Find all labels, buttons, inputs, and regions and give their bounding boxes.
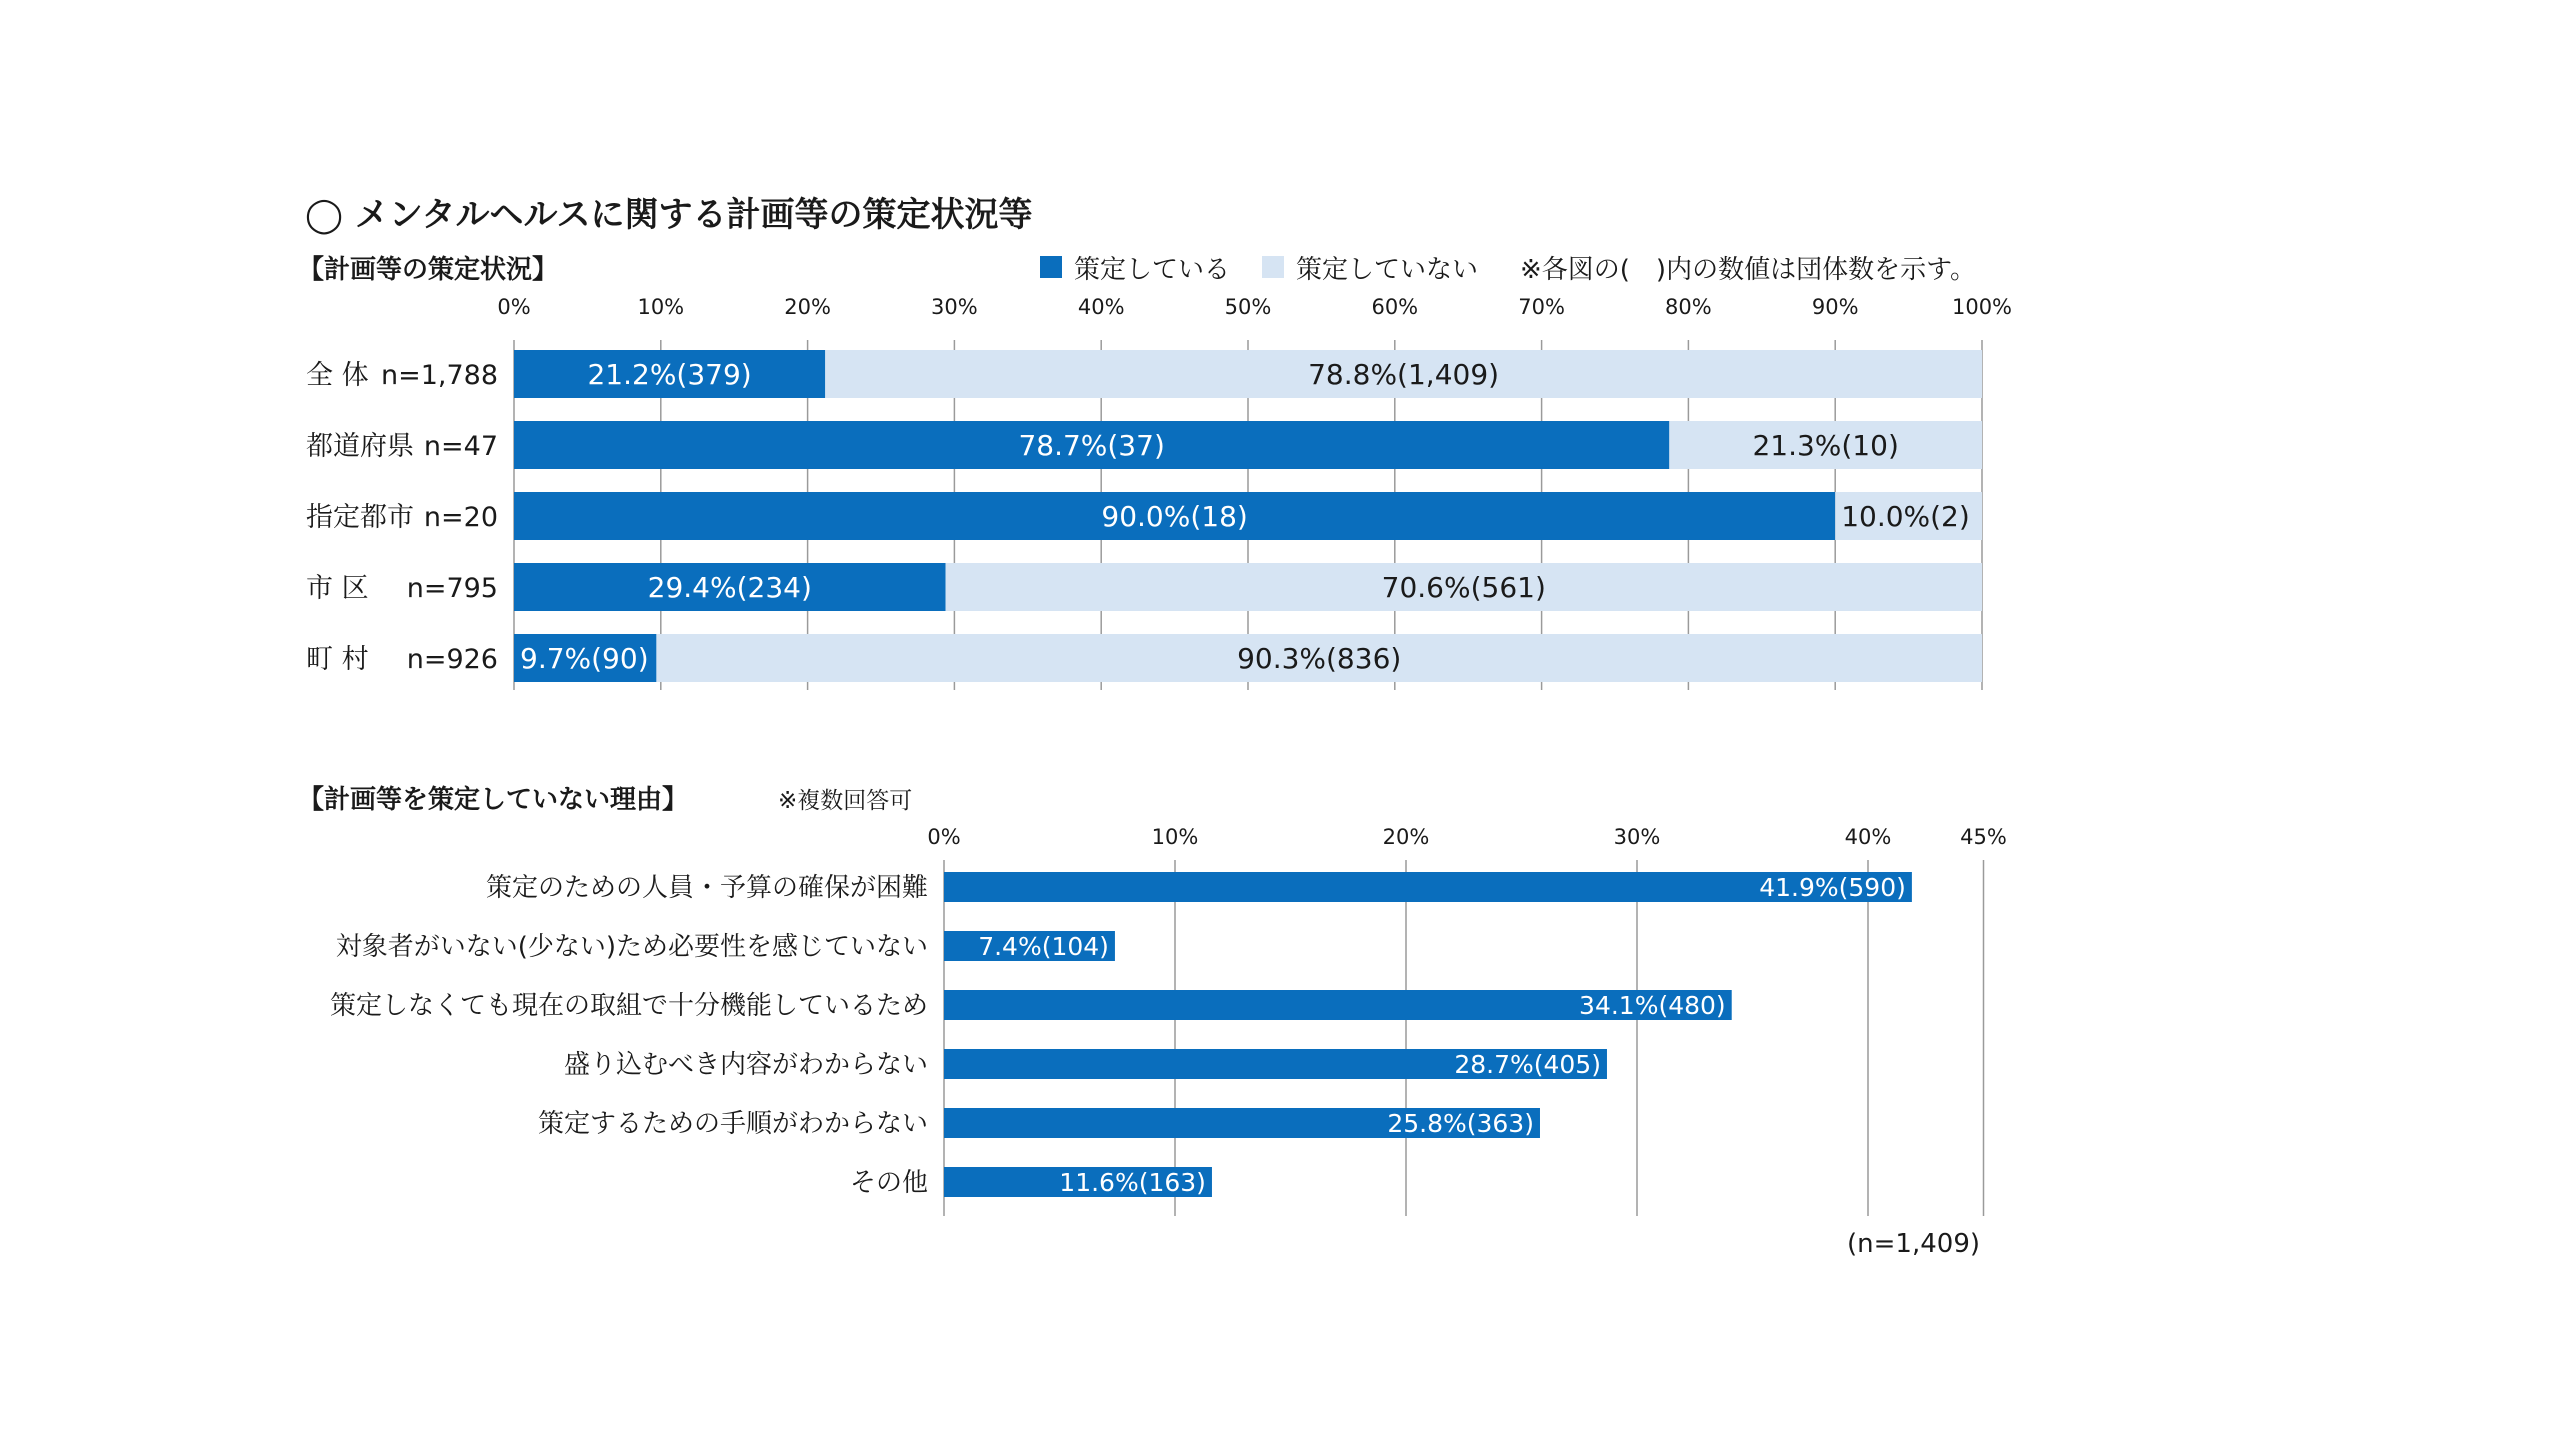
x-tick-label: 45% — [1960, 825, 2007, 849]
main-title: ◯ メンタルヘルスに関する計画等の策定状況等 — [305, 195, 1033, 235]
reason-label: 盛り込むべき内容がわからない — [563, 1050, 928, 1080]
reason-value-label: 25.8%(363) — [1387, 1109, 1534, 1138]
x-tick-label: 100% — [1951, 295, 2013, 319]
category-n-label: n=795 — [406, 573, 498, 604]
reason-value-label: 28.7%(405) — [1454, 1050, 1601, 1079]
bar-value-label: 10.0%(2) — [1841, 500, 1970, 533]
status-chart-title: 【計画等の策定状況】 — [298, 255, 559, 285]
category-n-label: n=926 — [406, 644, 498, 675]
bar-value-label: 21.3%(10) — [1752, 429, 1899, 462]
bar-value-label: 29.4%(234) — [647, 571, 812, 604]
legend-label-2: 策定していない — [1296, 255, 1479, 285]
x-tick-label: 10% — [1151, 825, 1199, 849]
bar-value-label: 21.2%(379) — [587, 358, 752, 391]
x-tick-label: 20% — [784, 295, 831, 319]
x-tick-label: 40% — [1844, 825, 1892, 849]
category-label: 全 体 — [306, 360, 369, 391]
status-chart-legend — [1040, 255, 1478, 285]
status-chart — [298, 254, 2012, 690]
reasons-chart-note: ※複数回答可 — [778, 788, 913, 814]
reason-label: 策定しなくても現在の取組で十分機能しているため — [329, 991, 928, 1021]
category-label: 町 村 — [306, 644, 369, 675]
x-tick-label: 20% — [1382, 825, 1430, 849]
bar-value-label: 90.0%(18) — [1101, 500, 1248, 533]
reason-value-label: 7.4%(104) — [978, 932, 1109, 961]
x-tick-label: 30% — [931, 295, 978, 319]
x-tick-label: 0% — [497, 295, 531, 319]
category-label: 都道府県 — [306, 431, 414, 462]
reason-value-label: 34.1%(480) — [1579, 991, 1726, 1020]
legend-swatch-1 — [1040, 256, 1062, 278]
x-tick-label: 30% — [1613, 825, 1661, 849]
legend-label-1: 策定している — [1074, 255, 1231, 285]
x-tick-label: 40% — [1077, 295, 1125, 319]
status-chart-note: ※各図の( )内の数値は団体数を示す。 — [1520, 255, 1976, 285]
bar-value-label: 9.7%(90) — [520, 642, 649, 675]
x-tick-label: 60% — [1371, 295, 1419, 319]
reason-value-label: 11.6%(163) — [1059, 1168, 1206, 1197]
reason-value-label: 41.9%(590) — [1759, 873, 1906, 902]
reasons-chart-title: 【計画等を策定していない理由】 — [298, 785, 689, 815]
legend-swatch-2 — [1262, 256, 1284, 278]
category-n-label: n=47 — [423, 431, 498, 462]
reason-label: 対象者がいない(少ない)ため必要性を感じていない — [335, 932, 928, 962]
category-n-label: n=20 — [423, 502, 498, 533]
bar-value-label: 90.3%(836) — [1237, 642, 1402, 675]
bar-value-label: 78.8%(1,409) — [1308, 358, 1500, 391]
x-tick-label: 10% — [637, 295, 685, 319]
reason-label: 策定するための手順がわからない — [537, 1109, 928, 1139]
reason-label: 策定のための人員・予算の確保が困難 — [485, 873, 928, 903]
reasons-chart — [298, 784, 2007, 1259]
x-tick-label: 0% — [927, 825, 961, 849]
reason-label: その他 — [849, 1168, 928, 1198]
bar-value-label: 78.7%(37) — [1018, 429, 1165, 462]
category-label: 指定都市 — [306, 502, 414, 533]
x-tick-label: 70% — [1518, 295, 1565, 319]
reasons-sample-note: (n=1,409) — [1847, 1229, 1980, 1259]
bar-value-label: 70.6%(561) — [1381, 571, 1546, 604]
x-tick-label: 90% — [1811, 295, 1859, 319]
x-tick-label: 80% — [1665, 295, 1712, 319]
x-tick-label: 50% — [1224, 295, 1272, 319]
category-n-label: n=1,788 — [380, 360, 498, 391]
category-label: 市 区 — [306, 573, 369, 604]
